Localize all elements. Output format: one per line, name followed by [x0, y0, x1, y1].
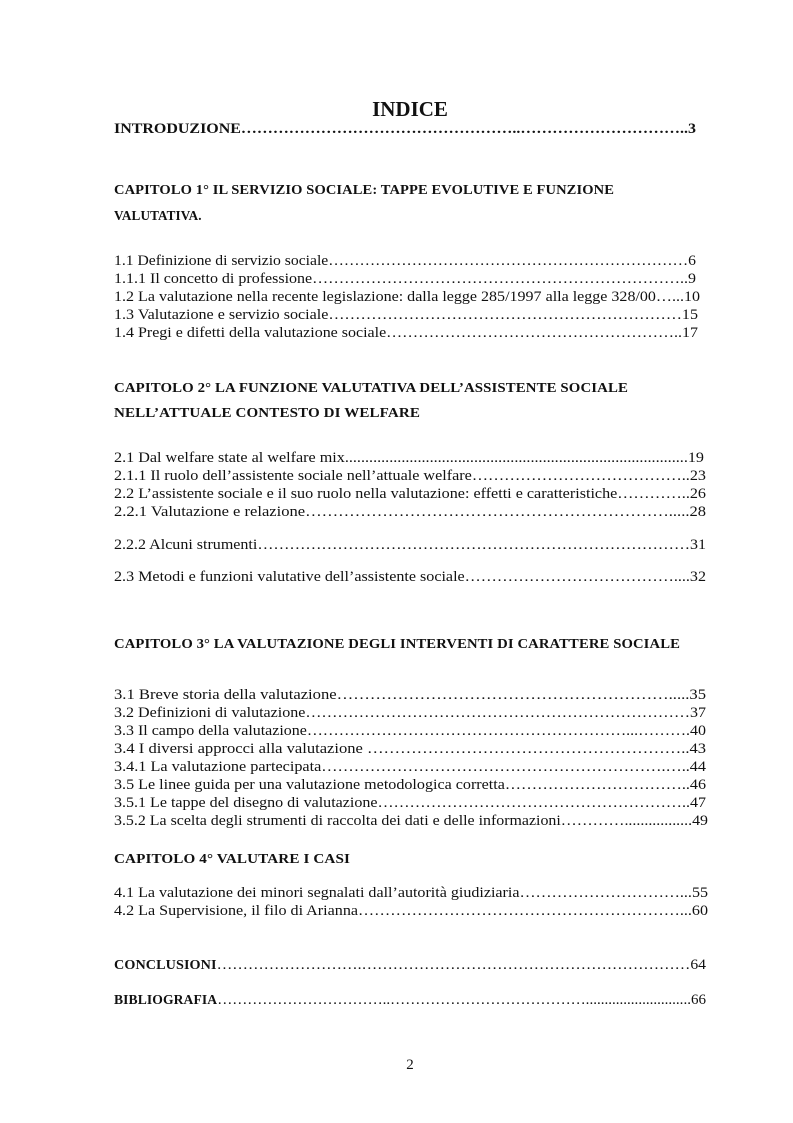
toc-entry-2-2-1: 2.2.1 Valutazione e relazione………………………………………………………….....28 [114, 504, 706, 520]
toc-entry-1-1-1: 1.1.1 Il concetto di professione……………………………………………………………..9 [114, 271, 696, 287]
toc-conclusioni-label: CONCLUSIONI [114, 957, 217, 972]
toc-conclusioni-leader: ……………………….………………………………………………………64 [216, 957, 707, 973]
page-number: 2 [406, 1057, 414, 1073]
toc-bibliografia-leader: ……………………………..…………………………………............................66 [217, 992, 706, 1008]
toc-entry-3-5-2: 3.5.2 La scelta degli strumenti di raccolta dei dati e delle informazioni………….................49 [114, 813, 708, 829]
chapter1-heading-line1: CAPITOLO 1° IL SERVIZIO SOCIALE: TAPPE EVOLUTIVE E FUNZIONE [114, 182, 614, 197]
toc-introduzione: INTRODUZIONE……………………………………………..…………………………..3 [114, 121, 696, 137]
toc-entry-1-1: 1.1 Definizione di servizio sociale……………………………………………………………6 [114, 253, 696, 269]
toc-entry-2-2-2: 2.2.2 Alcuni strumenti………………………………………………………………………31 [114, 537, 706, 553]
toc-entry-3-4-1: 3.4.1 La valutazione partecipata……………………………………………………….…..44 [114, 759, 706, 775]
toc-entry-3-1: 3.1 Breve storia della valutazione…………………………………………………….....35 [114, 687, 706, 703]
chapter3-heading: CAPITOLO 3° LA VALUTAZIONE DEGLI INTERVENTI DI CARATTERE SOCIALE [114, 636, 680, 651]
toc-entry-1-4: 1.4 Pregi e difetti della valutazione sociale………………………………………………..17 [114, 325, 698, 341]
toc-entry-1-2: 1.2 La valutazione nella recente legislazione: dalla legge 285/1997 alla legge 328/00…...10 [114, 289, 700, 305]
toc-entry-3-3: 3.3 Il campo della valutazione……………………………………………………...……….40 [114, 723, 706, 739]
chapter2-heading-line2: NELL’ATTUALE CONTESTO DI WELFARE [114, 405, 420, 420]
page-title: INDICE [372, 97, 448, 121]
toc-bibliografia [114, 991, 706, 1009]
chapter1-heading-line2: VALUTATIVA. [114, 208, 202, 223]
toc-entry-2-1-1: 2.1.1 Il ruolo dell’assistente sociale nell’attuale welfare…………………………………..23 [114, 468, 706, 484]
toc-entry-3-4: 3.4 I diversi approcci alla valutazione …………………………………………………..43 [114, 741, 706, 757]
toc-entry-2-1: 2.1 Dal welfare state al welfare mix.....................................................................................19 [114, 450, 704, 466]
chapter4-heading: CAPITOLO 4° VALUTARE I CASI [114, 851, 350, 866]
toc-entry-2-3: 2.3 Metodi e funzioni valutative dell’assistente sociale…………………………………....32 [114, 569, 706, 585]
toc-entry-3-5-1: 3.5.1 Le tappe del disegno di valutazione…………………………………………………..47 [114, 795, 706, 811]
toc-entry-4-2: 4.2 La Supervisione, il filo di Arianna……………………………………………………...60 [114, 903, 708, 919]
toc-entry-3-2: 3.2 Definizioni di valutazione………………………………………………………………37 [114, 705, 706, 721]
toc-conclusioni [114, 956, 707, 974]
toc-entry-3-5: 3.5 Le linee guida per una valutazione metodologica corretta……………………………..46 [114, 777, 707, 793]
toc-bibliografia-label: BIBLIOGRAFIA [114, 992, 218, 1007]
chapter2-heading-line1: CAPITOLO 2° LA FUNZIONE VALUTATIVA DELL’ASSISTENTE SOCIALE [114, 380, 628, 395]
toc-entry-4-1: 4.1 La valutazione dei minori segnalati dall’autorità giudiziaria…………………………...55 [114, 885, 708, 901]
toc-entry-1-3: 1.3 Valutazione e servizio sociale…………………………………………………………15 [114, 307, 699, 323]
toc-entry-2-2: 2.2 L’assistente sociale e il suo ruolo nella valutazione: effetti e caratteristiche…………..26 [114, 486, 706, 502]
